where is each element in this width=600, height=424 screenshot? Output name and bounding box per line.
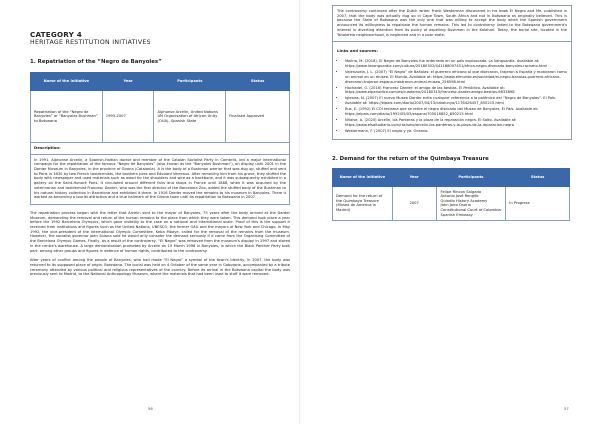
right-page	[300, 0, 600, 424]
header-year: Year	[392, 168, 436, 186]
page-number-right: 57	[564, 406, 569, 411]
category-subtitle: HERITAGE RESTITUTION INITIATIVES	[30, 39, 151, 46]
table-row	[31, 91, 290, 143]
section-title-1: 1. Repatriation of the “Negro de Banyoles”	[30, 59, 162, 65]
header-name: Name of the initiative	[333, 168, 393, 186]
continuation-box	[332, 5, 572, 42]
cell-participants: Felipe Rincon Salgado Antonio José Rengifo Quindío History Academy John Jairo Osorio Constitutional Court of Colombia Spanish Embassy	[436, 186, 506, 221]
category-title: CATEGORY 4	[30, 30, 82, 39]
intro-paragraph: The controversy continued after the Dutch writer Frank Westerman discovered in his book El Negro and Me, published in 2007, that the body was actually dug up in Cape Town, South Africa and not in Botswana as originally believed. This is because the State of Botswana was the only one that was willing to accept the body when the Spanish government announced its willingness to repatriate the human remains. This led to controversy linked to the Botswana government's interest in diverting attention from its policy of expelling Bushmen in the Kalahari. Today, the burial site, located in the Tsholofelo neighbourhood, is neglected and in a poor state.	[337, 9, 567, 37]
paragraph: After years of conflict among the people of Banyoles, who had made “El Negro” a symbol of the town's identity, in 2007, the body was returned to its supposed place of origin, Botswana. The burial was held on 4 October of the same year in Gaborone, accompanied by a tribute ceremony attended by various political and religious representatives of the country. Before its arrival in the Botswana capital the body was previously sent to Madrid, to the National Anthropology Museum, where the materials that had been used to stuff it were removed.	[30, 258, 290, 277]
paragraph: The repatriation process began with the letter that Arcelin sent to the mayor of Banyoles, 75 years after the body arrived at the Darder Museum, demanding the removal and return of the human remains to the place from which they were taken. This demand took place a year before the 1992 Barcelona Olympics, which gave visibility to the case on a national and international scale. Proof of this is the support it received from institutions and figures such as the United Nations, UNESCO, the former OAU and the mayors of New York and Chicago. In May 1992, the vice-president of the International Olympic Committee, Keba Mbaye, called for the removal of the remains from the museum. However, the socialist governor Joan Solana said he would only consider the demand seriously if it came from the Organising Committee of the Barcelona Olympic Games. Finally, as a result of the controversy, “El Negro” was removed from the museum's display in 1997 and stored in the centre's warehouse. A large demonstration promoted by Arcelin on 19 March 1998 in Banyoles, in which the Black Panther Party took part, among other groups and figures in defence of human rights, contributed to the controversy.	[30, 210, 290, 253]
header-status: Status	[506, 168, 570, 186]
header-participants: Participants	[154, 73, 226, 91]
table-header-row	[333, 168, 570, 186]
initiative-table-1	[30, 72, 290, 205]
list-item: • Molina, M. (2018). El Negro de Banyoles fue enterrado en un país equivocado. La Vanguardia. Available at: https://www.lavanguardia.com/cultura/20180302/441168097451/africa-negro-disecado-banyoles-racismo.html	[345, 59, 567, 69]
section-title-2: 2. Demand for the return of the Quimbaya Treasure	[332, 155, 489, 162]
body-text	[30, 211, 290, 277]
cell-year: 1995-2007	[102, 91, 154, 143]
cell-status: In Progress	[506, 186, 570, 221]
list-item: • Rus, E. (1992) El COI reclama que se retire el negro disecado del Museo de Banyoles. El País. Available at: https://elpais.com/diario/1992/05/05/espana/705016852_850215.html	[345, 107, 567, 117]
cell-status: Finalised Approved	[226, 91, 290, 143]
header-participants: Participants	[436, 168, 506, 186]
list-item: • Iglesias, N. (2007) El nuevo Museo Darder evita cualquier referencia a la polémica del “Negro de Banyoles”. El País. Available at: https://elpais.com/diario/2007/04/13/catalunya/1176426457_850215.html	[345, 96, 567, 106]
cell-participants: Alphonse Arcelin, United Nations UN Organisation of African Unity (OUA), Spanish State	[154, 91, 226, 143]
header-year: Year	[102, 73, 154, 91]
initiative-table-2	[332, 168, 570, 222]
list-item: • Valenzuela, J. L. (2007) “El Negro” de Bañolas: el guerrero africano al que disecaron, trajeron a España y mostraron como un animal en un museo. El Mundo. Available at: https://www.elmundo.es/sociedad/el-negro-banolas-guerrero-africano-disecaron-trajeron-espana-mostraron-animal-museo_256598.html	[345, 70, 567, 84]
header-name: Name of the initiative	[31, 73, 103, 91]
cell-year: 2007	[392, 186, 436, 221]
header-status: Status	[226, 73, 290, 91]
table-row	[333, 186, 570, 221]
links-title: Links and sources:	[337, 48, 378, 54]
description-label: Description:	[31, 143, 290, 155]
description-row	[31, 154, 290, 204]
page-number-left: 56	[148, 406, 153, 411]
description-text: In 1991, Alphonse Arcelin, a Spanish-Haitian doctor and member of the Catalan Socialist Party in Cambrils, led a major international campaign for the repatriation of the famous “Negro de Banyoles” (also known as the “Banyoles Bushman”), on display until 2001 in the Darder Museum in Banyoles, in the province of Girona (Catalonia). It is the body of a Bushman warrior that was dug up, stuffed and sent to Paris in 1830 by two French taxidermists, the brothers Jules and Édouard Verreaux. After removing him from his grave, they stuffed the body with newspaper and used materials such as wood for the shoulders and wire as a backbone, and it was subsequently exhibited in a gallery on the Saint-Honoré Paris. It circulated around different fairs and shops in France until 1888, when it was acquired by the veterinarian and taxidermist Francesc Darder, who was the first director of the Barcelona Zoo, added the stuffed body of the Bushman to his natural history collection in Barcelona and exhibited it there. In 1916 Darder moved the remains to his museum in Banyoles. There it worked as becoming a tourist attraction and a true hallmark of the Girona town until its repatriation to Botswana in 2007.	[31, 154, 290, 204]
list-item: • Westermann, F. (2007) El negro y yo. Oceano.	[345, 129, 567, 134]
cell-name: Repatriation of the “Negro de Banyoles” or “Banyoles Bushman” to Botswana	[31, 91, 103, 143]
links-box	[332, 42, 572, 139]
table-header-row	[31, 73, 290, 91]
cell-name: Demand for the return of the Quimbaya Treasure (Museo de America in Madrid)	[333, 186, 393, 221]
list-item: • Nñaise, A. (2020) Arcelin, los Panteras y la plaza de la reparación negra. El Salto. Available at: https://www.elsaltodiario.com/racismo/arcelin-los-panteras-y-la-plaza-de-la-reparacion-negra	[345, 118, 567, 128]
description-label-row	[31, 143, 290, 155]
links-list	[333, 59, 571, 138]
list-item: • Hochadel, O. (2016) Francesc Darder: el amigo de las bestias. El Periódico. Available at: https://www.elperiodico.com/es/cuaderno/20180315/francesc-darder-amigo-bestias-6633898	[345, 86, 567, 96]
